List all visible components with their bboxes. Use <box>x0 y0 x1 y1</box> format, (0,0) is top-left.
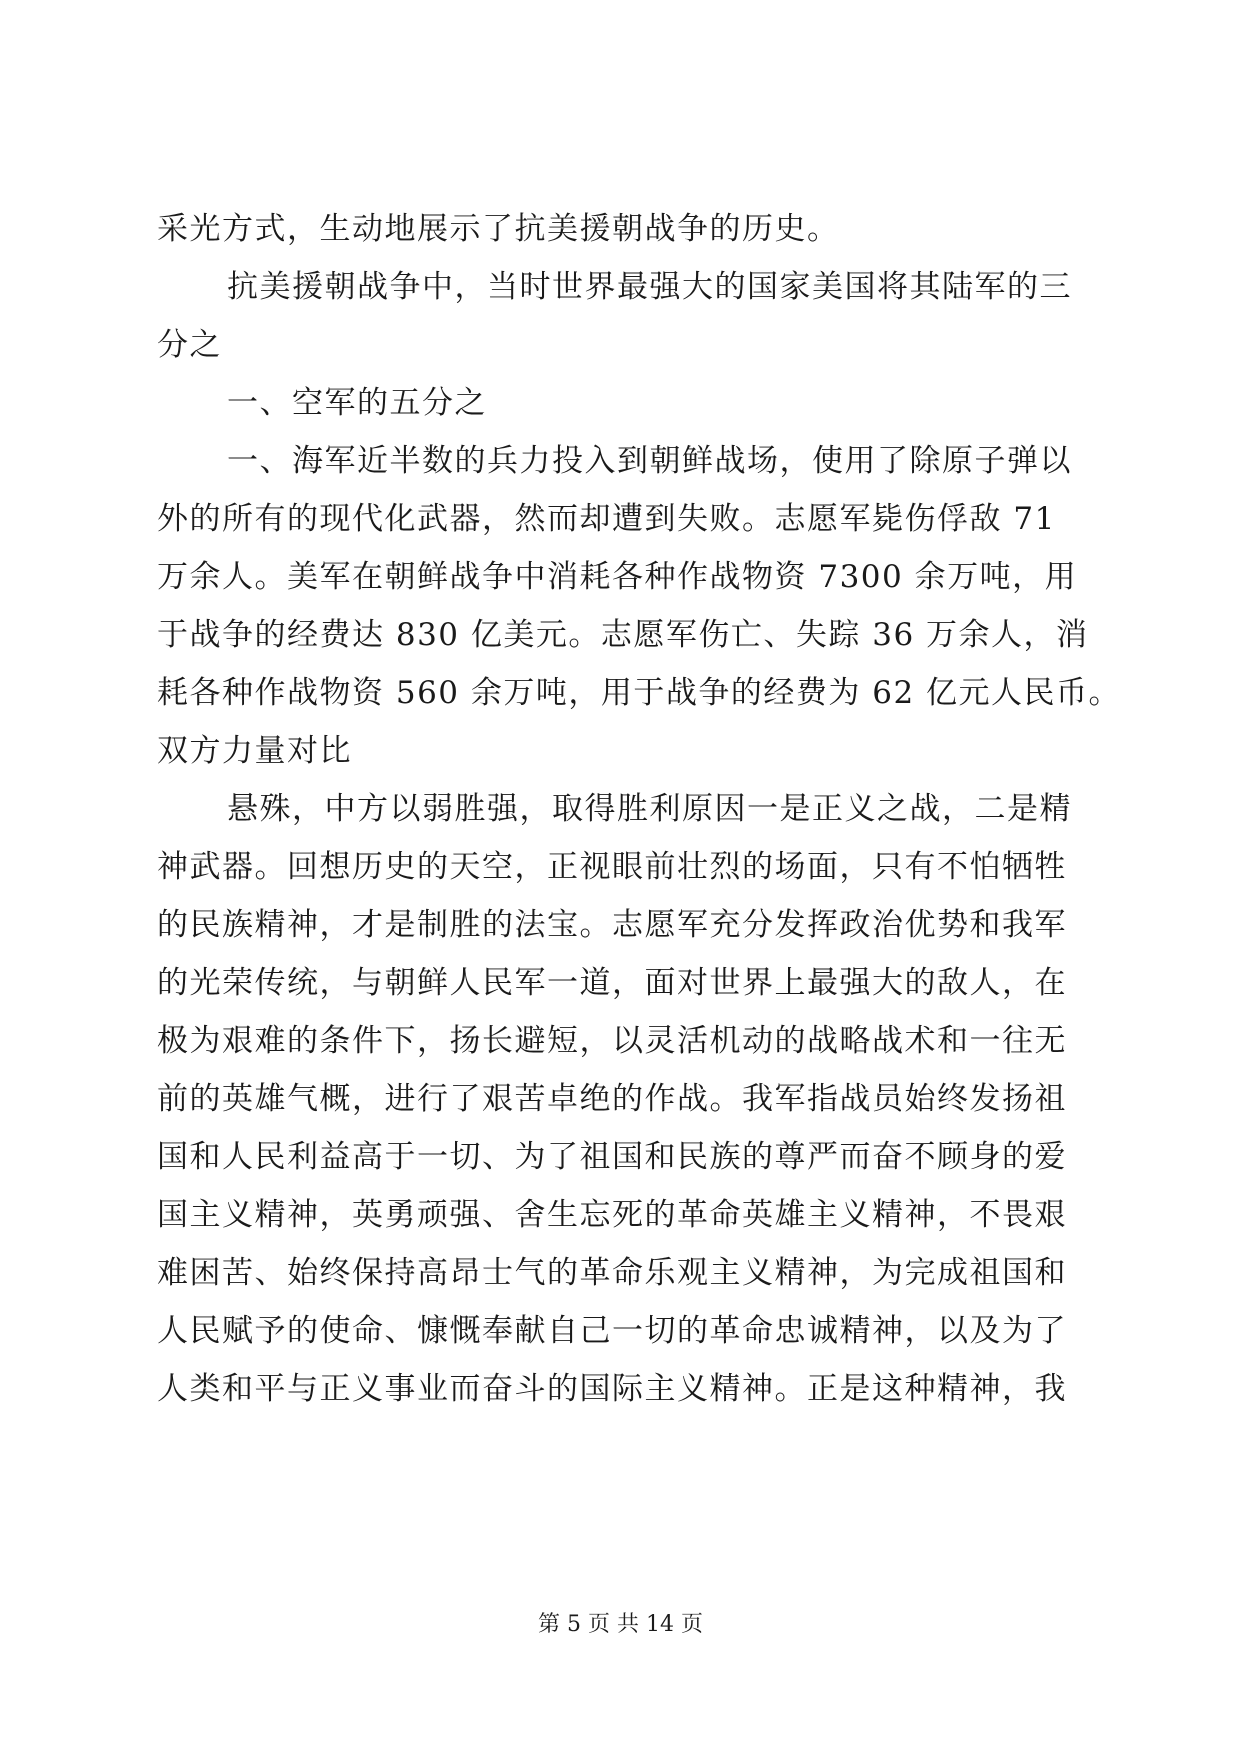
text-line-7: 万余人。美军在朝鲜战争中消耗各种作战物资 7300 余万吨，用 <box>157 559 1078 595</box>
text-line-13: 的民族精神，才是制胜的法宝。志愿军充分发挥政治优势和我军 <box>157 907 1067 943</box>
text-line-6: 外的所有的现代化武器，然而却遭到失败。志愿军毙伤俘敌 71 <box>157 501 1056 537</box>
text-line-21: 人类和平与正义事业而奋斗的国际主义精神。正是这种精神，我 <box>157 1371 1067 1407</box>
text-line-1: 采光方式，生动地展示了抗美援朝战争的历史。 <box>157 211 840 247</box>
text-line-12: 神武器。回想历史的天空，正视眼前壮烈的场面，只有不怕牺牲 <box>157 849 1067 885</box>
text-line-20: 人民赋予的使命、慷慨奉献自己一切的革命忠诚精神，以及为了 <box>157 1313 1067 1349</box>
text-line-5: 一、海军近半数的兵力投入到朝鲜战场，使用了除原子弹以 <box>227 443 1072 479</box>
text-line-8: 于战争的经费达 830 亿美元。志愿军伤亡、失踪 36 万余人，消 <box>157 617 1089 653</box>
text-line-4: 一、空军的五分之 <box>227 385 487 421</box>
text-line-11: 悬殊，中方以弱胜强，取得胜利原因一是正义之战，二是精 <box>227 791 1072 827</box>
text-line-19: 难困苦、始终保持高昂士气的革命乐观主义精神，为完成祖国和 <box>157 1255 1067 1291</box>
text-line-15: 极为艰难的条件下，扬长避短，以灵活机动的战略战术和一往无 <box>157 1023 1067 1059</box>
page-number-label: 第 5 页 共 14 页 <box>538 1612 703 1637</box>
text-line-2: 抗美援朝战争中，当时世界最强大的国家美国将其陆军的三 <box>227 269 1072 305</box>
text-line-18: 国主义精神，英勇顽强、舍生忘死的革命英雄主义精神，不畏艰 <box>157 1197 1067 1233</box>
text-line-3: 分之 <box>157 327 222 363</box>
text-line-16: 前的英雄气概，进行了艰苦卓绝的作战。我军指战员始终发扬祖 <box>157 1081 1067 1117</box>
text-line-17: 国和人民利益高于一切、为了祖国和民族的尊严而奋不顾身的爱 <box>157 1139 1067 1175</box>
text-line-9: 耗各种作战物资 560 余万吨，用于战争的经费为 62 亿元人民币。 <box>157 675 1122 711</box>
text-line-10: 双方力量对比 <box>157 733 352 769</box>
text-line-14: 的光荣传统，与朝鲜人民军一道，面对世界上最强大的敌人，在 <box>157 965 1067 1001</box>
page-footer <box>0 1607 1241 1638</box>
document-body <box>157 200 1122 1418</box>
